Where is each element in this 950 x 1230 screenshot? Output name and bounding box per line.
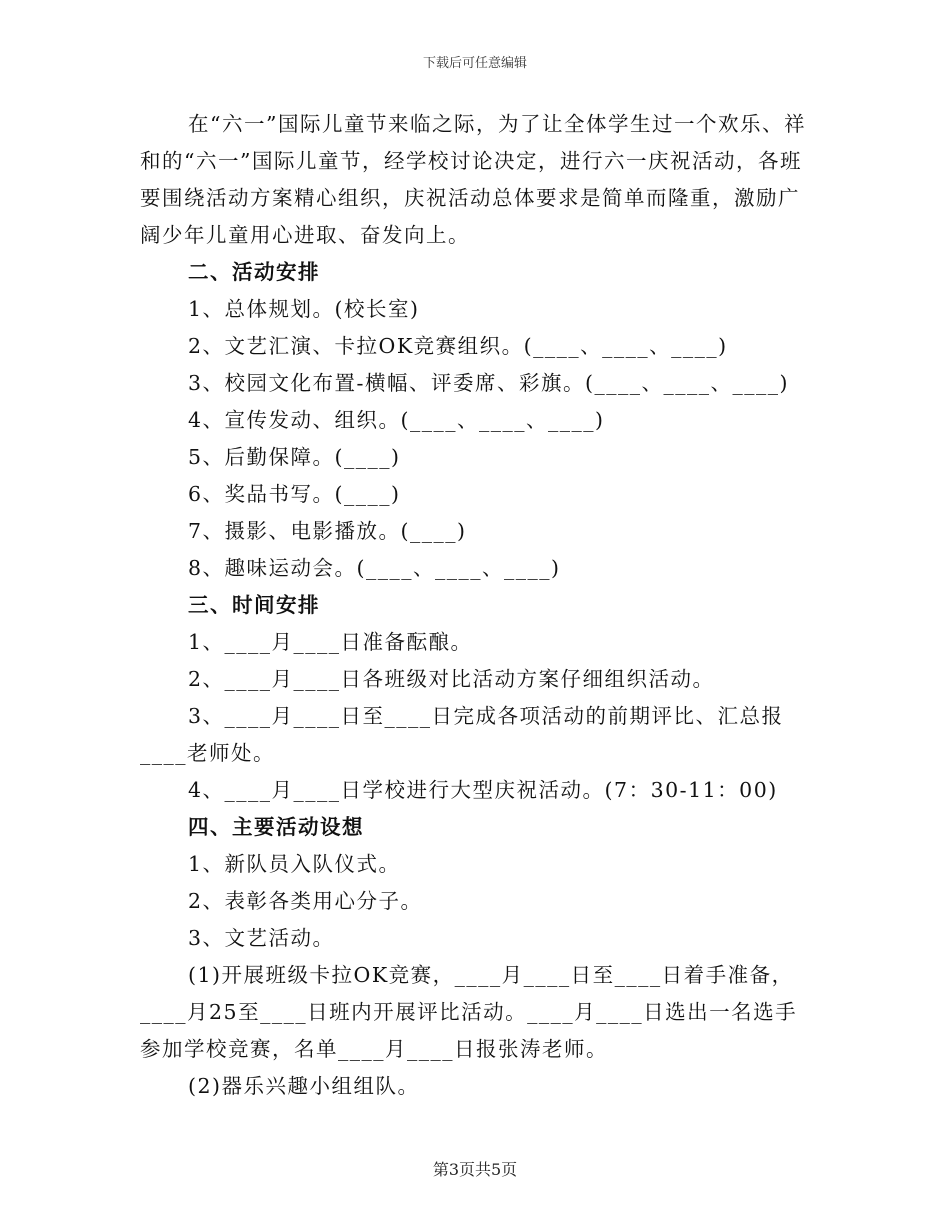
list-item: 6、奖品书写。(____) xyxy=(188,482,401,506)
list-item: 3、校园文化布置-横幅、评委席、彩旗。(____、____、____) xyxy=(188,371,789,395)
list-item: 1、新队员入队仪式。 xyxy=(188,852,401,876)
list-item: 7、摄影、电影播放。(____) xyxy=(188,519,467,543)
document-body xyxy=(140,106,808,1105)
header-note: 下载后可任意编辑 xyxy=(422,56,527,71)
section-heading-main-activities: 四、主要活动设想 xyxy=(188,815,364,839)
list-item: (1)开展班级卡拉OK竞赛，____月____日至____日着手准备，____月25至____日班内开展评比活动。____月____日选出一名选手参加学校竞赛，名单____月____日报张涛老师。 xyxy=(140,963,798,1061)
list-item: 1、总体规划。(校长室) xyxy=(188,297,420,321)
list-item: 2、文艺汇演、卡拉OK竞赛组织。(____、____、____) xyxy=(188,334,728,358)
list-item: (2)器乐兴趣小组组队。 xyxy=(188,1074,420,1098)
list-item: 3、文艺活动。 xyxy=(188,926,335,950)
list-item: 3、____月____日至____日完成各项活动的前期评比、汇总报____老师处。 xyxy=(140,704,784,765)
list-item: 2、表彰各类用心分子。 xyxy=(188,889,423,913)
list-item: 8、趣味运动会。(____、____、____) xyxy=(188,556,561,580)
list-item: 4、____月____日学校进行大型庆祝活动。(7：30-11：00) xyxy=(188,778,778,802)
list-item: 1、____月____日准备酝酿。 xyxy=(188,630,473,654)
section-heading-time-arrangement: 三、时间安排 xyxy=(188,593,320,617)
list-item: 2、____月____日各班级对比活动方案仔细组织活动。 xyxy=(188,667,715,691)
intro-paragraph: 在“六一”国际儿童节来临之际，为了让全体学生过一个欢乐、祥和的“六一”国际儿童节，经学校讨论决定，进行六一庆祝活动，各班要围绕活动方案精心组织，庆祝活动总体要求是简单而隆重，激励广阔少年儿童用心进取、奋发向上。 xyxy=(140,112,806,247)
list-item: 5、后勤保障。(____) xyxy=(188,445,401,469)
list-item: 4、宣传发动、组织。(____、____、____) xyxy=(188,408,605,432)
section-heading-activity-arrangement: 二、活动安排 xyxy=(188,260,320,284)
page-number: 第3页共5页 xyxy=(432,1160,518,1179)
